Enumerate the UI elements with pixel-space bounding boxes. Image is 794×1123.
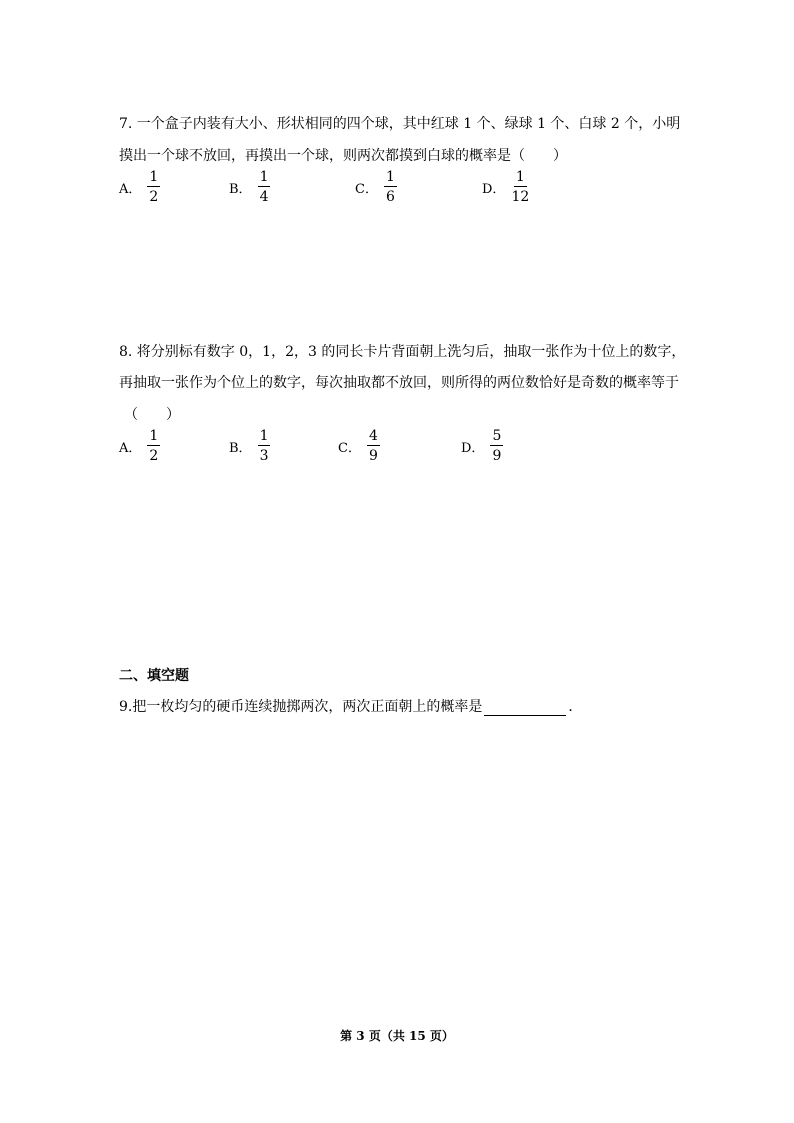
fraction-denominator: 2 (149, 448, 159, 464)
option-fraction (147, 170, 160, 204)
fraction-denominator: 6 (385, 189, 395, 205)
fraction-numerator: 4 (368, 428, 378, 444)
fraction-numerator: 1 (149, 428, 159, 444)
q9-end: ． (568, 699, 583, 715)
q8-line-1: 8. 将分别标有数字 0，1，2，3 的同长卡片背面朝上洗匀后，抽取一张作为十位上的数字， (119, 344, 686, 360)
q7-line-2: 摸出一个球不放回，再摸出一个球，则两次都摸到白球的概率是（ ） (119, 148, 567, 164)
page-footer: 第 3 页（共 15 页） (340, 1029, 454, 1043)
section-heading: 二、填空题 (119, 668, 189, 684)
q7-option-c (355, 170, 397, 204)
q8-option-d (461, 429, 503, 463)
fraction-denominator: 3 (259, 448, 269, 464)
fraction-numerator: 1 (385, 169, 395, 185)
answer-blank (484, 701, 566, 716)
q9-text: 9.把一枚均匀的硬币连续抛掷两次，两次正面朝上的概率是 (119, 699, 483, 715)
option-label: C． (338, 440, 361, 456)
q9-line (119, 696, 582, 716)
fraction-numerator: 1 (515, 169, 525, 185)
q8-option-b (229, 429, 270, 463)
option-fraction (258, 170, 271, 204)
q8-line-3: （ ） (124, 407, 180, 423)
fraction-denominator: 4 (259, 189, 269, 205)
option-label: D． (482, 181, 506, 197)
option-fraction (511, 170, 529, 204)
q7-option-d (482, 170, 529, 204)
fraction-denominator: 9 (368, 448, 378, 464)
fraction-denominator: 2 (149, 189, 159, 205)
option-label: B． (229, 181, 252, 197)
option-label: C． (355, 181, 378, 197)
option-label: D． (461, 440, 485, 456)
option-fraction (367, 429, 380, 463)
q8-line-2: 再抽取一张作为个位上的数字，每次抽取都不放回，则所得的两位数恰好是奇数的概率等于 (119, 375, 679, 391)
fraction-numerator: 1 (149, 169, 159, 185)
fraction-numerator: 1 (259, 428, 269, 444)
q7-option-b (229, 170, 270, 204)
option-fraction (490, 429, 503, 463)
q7-option-a (119, 170, 160, 204)
option-label: A． (119, 440, 142, 456)
option-label: A． (119, 181, 142, 197)
fraction-denominator: 9 (492, 448, 502, 464)
option-fraction (147, 429, 160, 463)
fraction-denominator: 12 (511, 189, 530, 205)
option-fraction (384, 170, 397, 204)
q8-option-a (119, 429, 160, 463)
fraction-numerator: 5 (492, 428, 502, 444)
q8-option-c (338, 429, 380, 463)
fraction-numerator: 1 (259, 169, 269, 185)
option-label: B． (229, 440, 252, 456)
q7-line-1: 7. 一个盒子内装有大小、形状相同的四个球，其中红球 1 个、绿球 1 个、白球 2 个，小明 (119, 116, 681, 132)
option-fraction (258, 429, 271, 463)
